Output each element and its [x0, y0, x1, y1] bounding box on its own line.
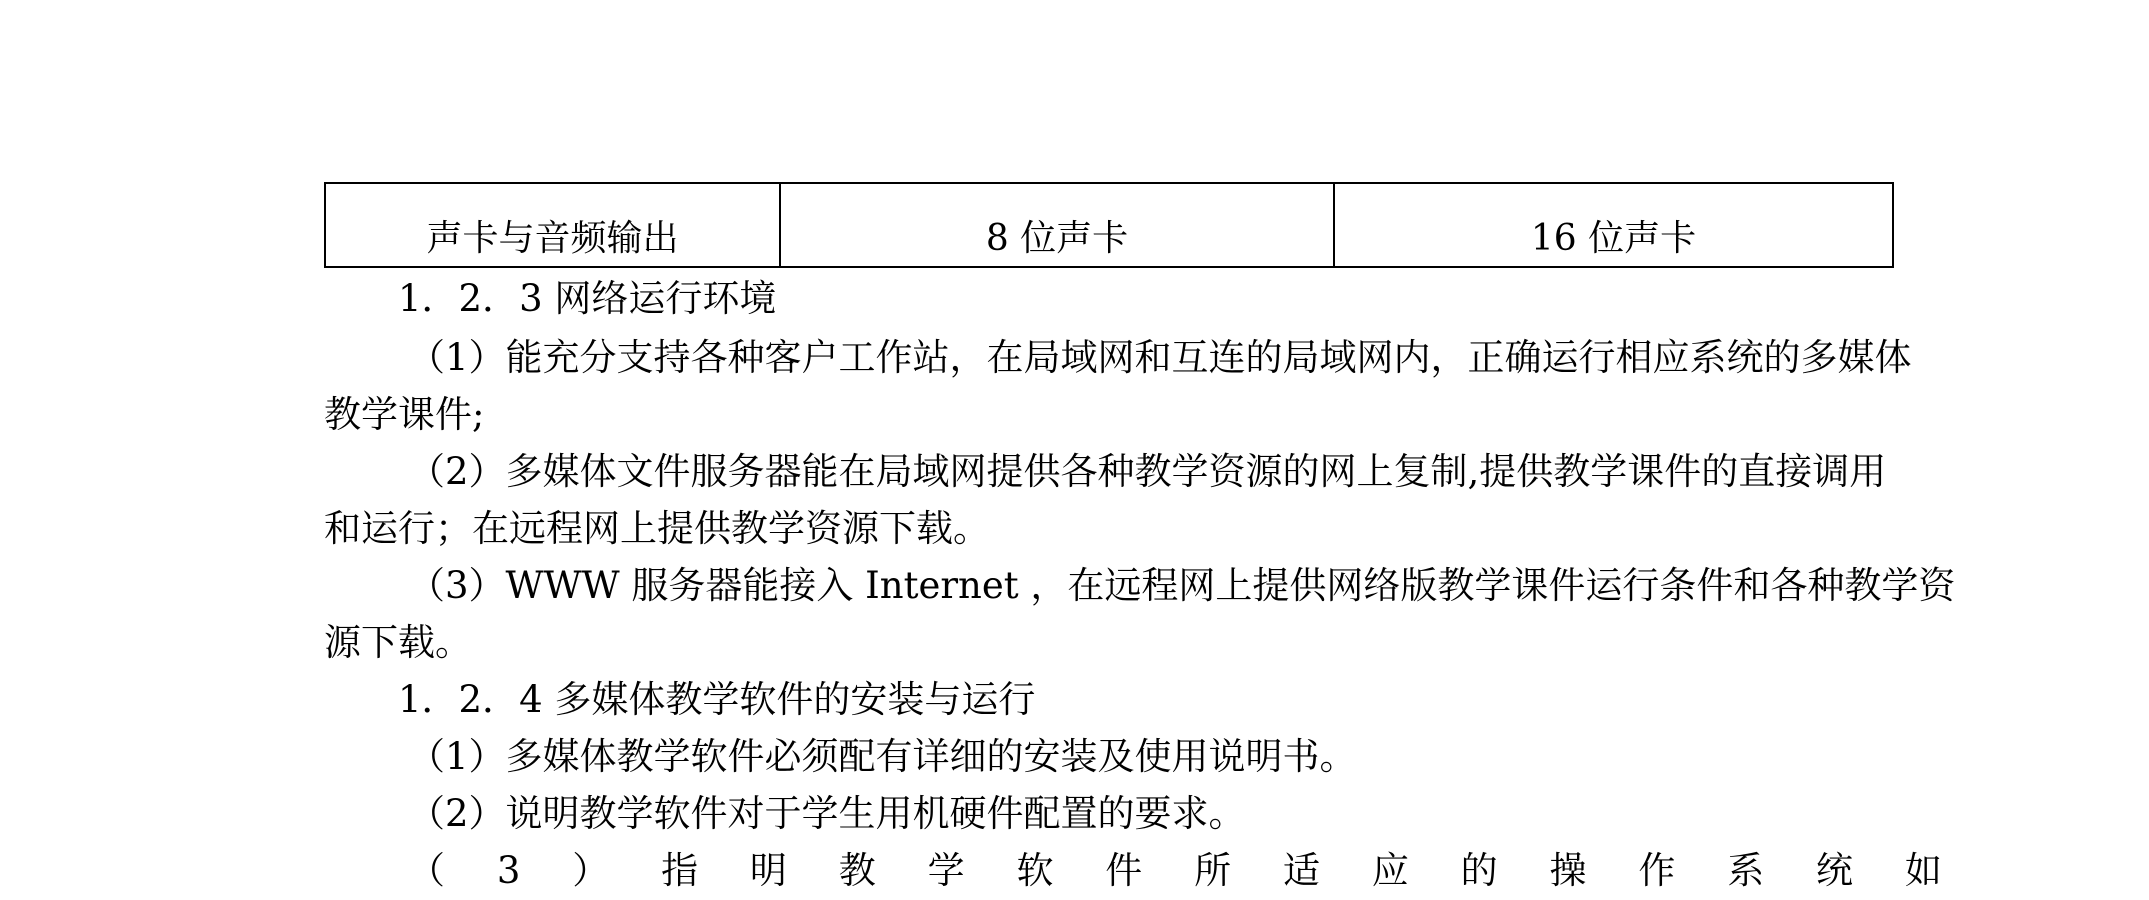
paragraph-line: （1）多媒体教学软件必须配有详细的安装及使用说明书。: [408, 735, 1357, 778]
char: 明: [749, 849, 787, 892]
paragraph-line: 源下载。: [324, 621, 472, 664]
paragraph-line: （1）能充分支持各种客户工作站，在局域网和互连的局域网内，正确运行相应系统的多媒体: [408, 336, 1912, 379]
char: 所: [1194, 849, 1232, 892]
char: 教: [838, 849, 876, 892]
table-cell: 16 位声卡: [1334, 183, 1893, 267]
char: 适: [1282, 849, 1320, 892]
char: 件: [1105, 849, 1143, 892]
table-cell: 声卡与音频输出: [325, 183, 780, 267]
char: 系: [1727, 849, 1765, 892]
paragraph-line: 教学课件;: [324, 393, 485, 436]
paragraph-line: （2）多媒体文件服务器能在局域网提供各种教学资源的网上复制,提供教学课件的直接调用: [408, 450, 1887, 493]
char: 如: [1904, 849, 1942, 892]
char: 的: [1460, 849, 1498, 892]
paragraph-line: （2）说明教学软件对于学生用机硬件配置的要求。: [408, 792, 1246, 835]
char: 软: [1016, 849, 1054, 892]
table-cell: 8 位声卡: [780, 183, 1334, 267]
paragraph-line: （3）WWW 服务器能接入 Internet ，在远程网上提供网络版教学课件运行条件和各种教学资: [408, 564, 1956, 607]
char: 学: [927, 849, 965, 892]
char: 作: [1638, 849, 1676, 892]
char: 应: [1371, 849, 1409, 892]
char: 指: [661, 849, 699, 892]
char: 3: [496, 849, 521, 892]
section-heading-1-2-4: 1．2．4 多媒体教学软件的安装与运行: [398, 678, 1036, 721]
section-heading-1-2-3: 1．2．3 网络运行环境: [398, 277, 777, 320]
char: 操: [1549, 849, 1587, 892]
char: （: [408, 849, 445, 892]
char: 统: [1816, 849, 1854, 892]
paragraph-line: 和运行；在远程网上提供教学资源下载。: [324, 507, 990, 550]
hardware-spec-table: [324, 182, 1894, 268]
justified-paragraph-line: [408, 846, 1942, 896]
table-row: [325, 183, 1893, 267]
char: ）: [572, 849, 610, 892]
